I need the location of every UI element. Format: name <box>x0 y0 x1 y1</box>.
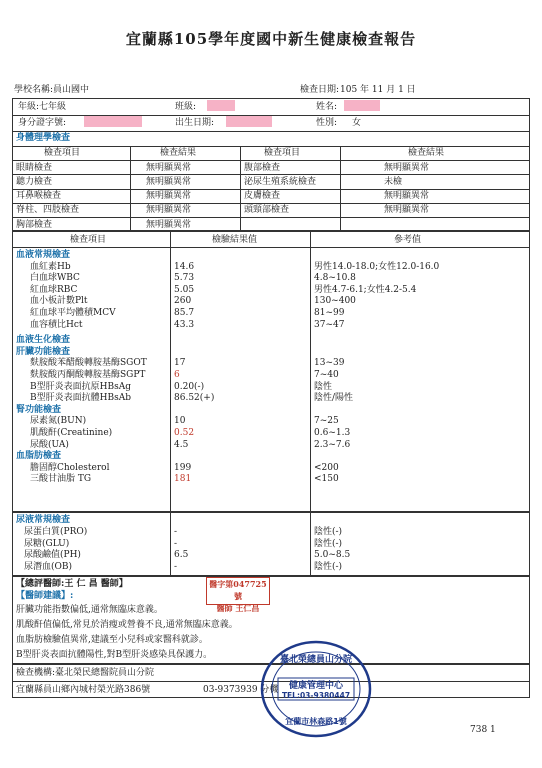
physical-result: 無明顯異常 <box>384 162 430 173</box>
lab-value: 5.05 <box>174 284 195 295</box>
gender-label: 性別: <box>316 118 338 128</box>
lab-ref: <200 <box>314 462 339 473</box>
name-redacted <box>344 100 380 111</box>
urine-ref: 5.0~8.5 <box>314 550 351 561</box>
lab-ref: 4.8~10.8 <box>314 273 356 284</box>
lab-item: 三酸甘油脂 TG <box>30 474 92 485</box>
physical-col-item: 檢查項目 <box>44 148 81 158</box>
lab-ref: 13~39 <box>314 358 345 369</box>
lab-item: 紅血球RBC <box>30 284 78 295</box>
urine-item: 尿酸鹼值(PH) <box>24 550 81 561</box>
lab-item: 血紅素Hb <box>30 261 71 272</box>
lab-group-title: 血液生化檢查 <box>16 335 71 346</box>
physical-item: 耳鼻喉檢查 <box>16 191 62 202</box>
advice-title: 【醫師建議】: <box>16 591 74 601</box>
advice-item: 血脂肪檢驗值異常,建議至小兒科或家醫科就診。 <box>16 635 208 645</box>
table-rule <box>12 217 530 218</box>
physical-result: 無明顯異常 <box>384 205 430 216</box>
org-name: 檢查機構:臺北榮民總醫院員山分院 <box>16 668 155 678</box>
urine-ref: 陰性(-) <box>314 526 343 537</box>
lab-col-item: 檢查項目 <box>70 235 107 245</box>
lab-value: 260 <box>174 296 192 307</box>
lab-value: 86.52(+) <box>174 393 215 404</box>
lab-col-value: 檢驗結果值 <box>212 235 258 245</box>
lab-ref: 男性14.0-18.0;女性12.0-16.0 <box>314 261 440 272</box>
doctor-stamp-line2: 醫師 王仁昌 <box>216 603 260 613</box>
urine-item: 尿蛋白質(PRO) <box>24 526 88 537</box>
physical-item: 皮膚檢查 <box>244 191 281 202</box>
lab-value: 5.73 <box>174 273 195 284</box>
seal-bottom-text: 宜蘭市林森路1號 <box>285 717 347 726</box>
advice-item: 肝臟功能指數偏低,通常無臨床意義。 <box>16 605 163 615</box>
lab-item: 血小板計數Plt <box>30 296 88 307</box>
lab-group-title: 血液常規檢查 <box>16 250 71 260</box>
physical-item: 胸部檢查 <box>16 219 53 230</box>
physical-result: 未檢 <box>384 176 403 187</box>
id-label: 身分證字號: <box>18 118 67 128</box>
id-redacted <box>84 116 142 127</box>
lab-value: 43.3 <box>174 319 195 330</box>
lab-value: 4.5 <box>174 439 189 450</box>
urine-group-title: 尿液常規檢查 <box>16 515 71 525</box>
class-label: 班級: <box>175 102 197 112</box>
lab-ref: 7~40 <box>314 370 339 380</box>
lab-ref: 7~25 <box>314 416 339 427</box>
lab-group-title: 血脂肪檢查 <box>16 451 62 462</box>
lab-ref: 37~47 <box>314 319 345 330</box>
lab-value: 10 <box>174 416 186 427</box>
birth-label: 出生日期: <box>175 118 215 128</box>
name-label: 姓名: <box>316 102 338 112</box>
physical-col-result-2: 檢查結果 <box>408 148 445 158</box>
physical-col-result: 檢查結果 <box>160 148 197 158</box>
lab-ref: 81~99 <box>314 308 345 318</box>
lab-item: 肌酸酐(Creatinine) <box>30 428 113 438</box>
birth-redacted <box>226 116 272 127</box>
advice-item: B型肝炎表面抗體陽性,對B型肝炎感染具保護力。 <box>16 650 213 660</box>
urine-item: 尿潛血(OB) <box>24 562 73 573</box>
physical-result: 無明顯異常 <box>146 205 192 216</box>
lab-value: 199 <box>174 462 192 473</box>
org-address: 宜蘭縣員山鄉內城村榮光路386號 <box>16 685 151 695</box>
page-number: 738 1 <box>470 725 496 735</box>
lab-item: 尿素氮(BUN) <box>30 416 87 427</box>
seal-top-text: 臺北榮總員山分院 <box>279 655 353 665</box>
lab-group-title: 腎功能檢查 <box>16 404 62 415</box>
physical-item: 泌尿生殖系統檢查 <box>244 176 317 187</box>
doctor-name: 【總評醫師:王 仁 昌 醫師】 <box>16 579 128 589</box>
exam-date: 105 年 11 月 1 日 <box>340 85 416 95</box>
gender-value: 女 <box>352 118 362 128</box>
doctor-stamp-line1: 醫字第047725號 <box>209 579 267 601</box>
lab-item: 紅血球平均體積MCV <box>30 308 116 318</box>
lab-item: 麩胺酸丙酮酸轉胺基酶SGPT <box>30 370 146 380</box>
seal-mid-text: 健康管理中心 <box>288 681 344 691</box>
physical-section-title: 身體理學檢查 <box>16 133 71 143</box>
lab-item: 血容積比Hct <box>30 319 83 330</box>
school-name: 學校名稱:員山國中 <box>14 85 90 95</box>
lab-item: B型肝炎表面抗體HBsAb <box>30 393 131 404</box>
lab-group-title: 肝臟功能檢查 <box>16 346 71 357</box>
lab-value: 14.6 <box>174 261 195 272</box>
urine-value: 6.5 <box>174 550 189 561</box>
urine-value: - <box>174 526 178 537</box>
lab-ref: 陰性/陽性 <box>314 393 354 404</box>
lab-ref: <150 <box>314 474 339 485</box>
lab-item: 膽固醇Cholesterol <box>30 462 110 473</box>
physical-item: 頭頸部檢查 <box>244 205 290 216</box>
lab-value: 181 <box>174 474 192 485</box>
physical-item: 眼睛檢查 <box>16 162 53 173</box>
urine-item: 尿糖(GLU) <box>24 538 70 549</box>
seal-tel-text: TEL:03-9380447 <box>281 691 351 700</box>
lab-item: 麩胺酸苯醋酸轉胺基酶SGOT <box>30 358 147 369</box>
lab-value: 17 <box>174 358 186 369</box>
lab-ref: 男性4.7-6.1;女性4.2-5.4 <box>314 284 417 295</box>
lab-value: 85.7 <box>174 308 195 318</box>
urine-value: - <box>174 562 178 573</box>
lab-ref: 0.6~1.3 <box>314 428 351 438</box>
org-phone: 03-9373939 分機 <box>203 685 279 695</box>
grade: 年級:七年級 <box>18 102 67 112</box>
physical-result: 無明顯異常 <box>146 219 192 230</box>
urine-table <box>12 512 530 576</box>
lab-ref: 2.3~7.6 <box>314 439 351 450</box>
lab-item: 白血球WBC <box>30 273 80 284</box>
lab-ref: 陰性 <box>314 381 333 392</box>
physical-item: 聽力檢查 <box>16 176 53 187</box>
physical-col-item-2: 檢查項目 <box>264 148 301 158</box>
physical-item: 脊柱、四肢檢查 <box>16 205 80 216</box>
hospital-seal <box>258 638 374 740</box>
urine-value: - <box>174 538 178 549</box>
urine-ref: 陰性(-) <box>314 538 343 549</box>
urine-ref: 陰性(-) <box>314 562 343 573</box>
lab-item: B型肝炎表面抗原HBsAg <box>30 381 131 392</box>
doctor-stamp <box>206 577 270 613</box>
physical-result: 無明顯異常 <box>146 176 192 187</box>
lab-value: 6 <box>174 370 180 380</box>
lab-col-ref: 參考值 <box>394 235 422 245</box>
lab-item: 尿酸(UA) <box>30 439 69 450</box>
advice-item: 肌酸酐值偏低,常見於消瘦或營養不良,通常無臨床意義。 <box>16 620 238 630</box>
physical-result: 無明顯異常 <box>384 191 430 202</box>
exam-date-label: 檢查日期: <box>300 85 340 95</box>
class-redacted <box>207 100 235 111</box>
lab-value: 0.52 <box>174 428 195 438</box>
page-title: 宜蘭縣105學年度國中新生健康檢查報告 <box>125 30 417 48</box>
lab-value: 0.20(-) <box>174 381 205 392</box>
physical-item: 腹部檢查 <box>244 162 281 173</box>
physical-result: 無明顯異常 <box>146 162 192 173</box>
lab-ref: 130~400 <box>314 296 356 307</box>
physical-result: 無明顯異常 <box>146 191 192 202</box>
